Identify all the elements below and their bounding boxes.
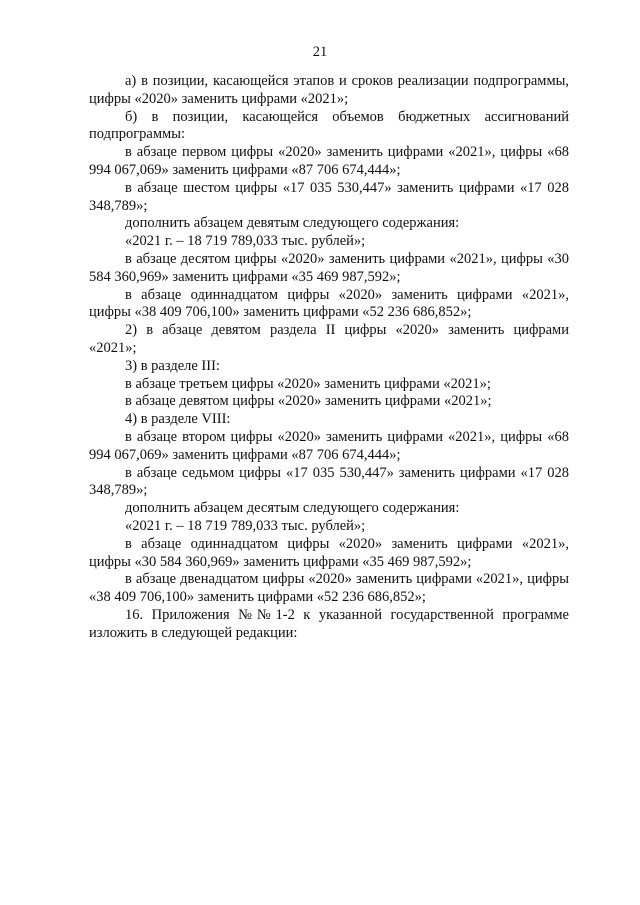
paragraph-8: в абзаце одиннадцатом цифры «2020» заменить цифрами «2021», цифры «38 409 706,100» заменить цифрами «52 236 686,852»; [89, 286, 569, 321]
paragraph-18: в абзаце одиннадцатом цифры «2020» заменить цифрами «2021», цифры «30 584 360,969» заменить цифрами «35 469 987,592»; [89, 535, 569, 570]
paragraph-10: 3) в разделе III: [125, 357, 220, 374]
paragraph-16: дополнить абзацем десятым следующего содержания: [125, 500, 460, 517]
paragraph-12: в абзаце девятом цифры «2020» заменить цифрами «2021»; [125, 393, 492, 410]
paragraph-1: а) в позиции, касающейся этапов и сроков реализации подпрограммы, цифры «2020» заменить цифрами «2021»; [89, 73, 569, 107]
paragraph-2: б) в позиции, касающейся объемов бюджетных ассигнований подпрограммы: [89, 108, 569, 143]
paragraph-14: в абзаце втором цифры «2020» заменить цифрами «2021», цифры «68 994 067,069» заменить цифрами «87 706 674,444»; [89, 428, 569, 463]
paragraph-20: 16. Приложения №№1-2 к указанной государственной программе изложить в следующей редакции: [89, 606, 569, 641]
paragraph-4: в абзаце шестом цифры «17 035 530,447» заменить цифрами «17 028 348,789»; [89, 179, 569, 214]
paragraph-15: в абзаце седьмом цифры «17 035 530,447» заменить цифрами «17 028 348,789»; [89, 464, 569, 499]
page-number: 21 [312, 44, 328, 60]
paragraph-7: в абзаце десятом цифры «2020» заменить цифрами «2021», цифры «30 584 360,969» заменить цифрами «35 469 987,592»; [89, 250, 569, 285]
paragraph-5: дополнить абзацем девятым следующего содержания: [125, 215, 460, 232]
paragraph-19: в абзаце двенадцатом цифры «2020» заменить цифрами «2021», цифры «38 409 706,100» заменить цифрами «52 236 686,852»; [89, 571, 569, 606]
paragraph-3: в абзаце первом цифры «2020» заменить цифрами «2021», цифры «68 994 067,069» заменить цифрами «87 706 674,444»; [89, 144, 569, 178]
paragraph-11: в абзаце третьем цифры «2020» заменить цифрами «2021»; [125, 375, 491, 392]
paragraph-9: 2) в абзаце девятом раздела II цифры «2020» заменить цифрами «2021»; [89, 322, 569, 356]
paragraph-6: «2021 г. – 18 719 789,033 тыс. рублей»; [125, 233, 366, 250]
document-body [89, 73, 569, 643]
paragraph-13: 4) в разделе VIII: [125, 411, 231, 428]
paragraph-17: «2021 г. – 18 719 789,033 тыс. рублей»; [125, 517, 366, 534]
